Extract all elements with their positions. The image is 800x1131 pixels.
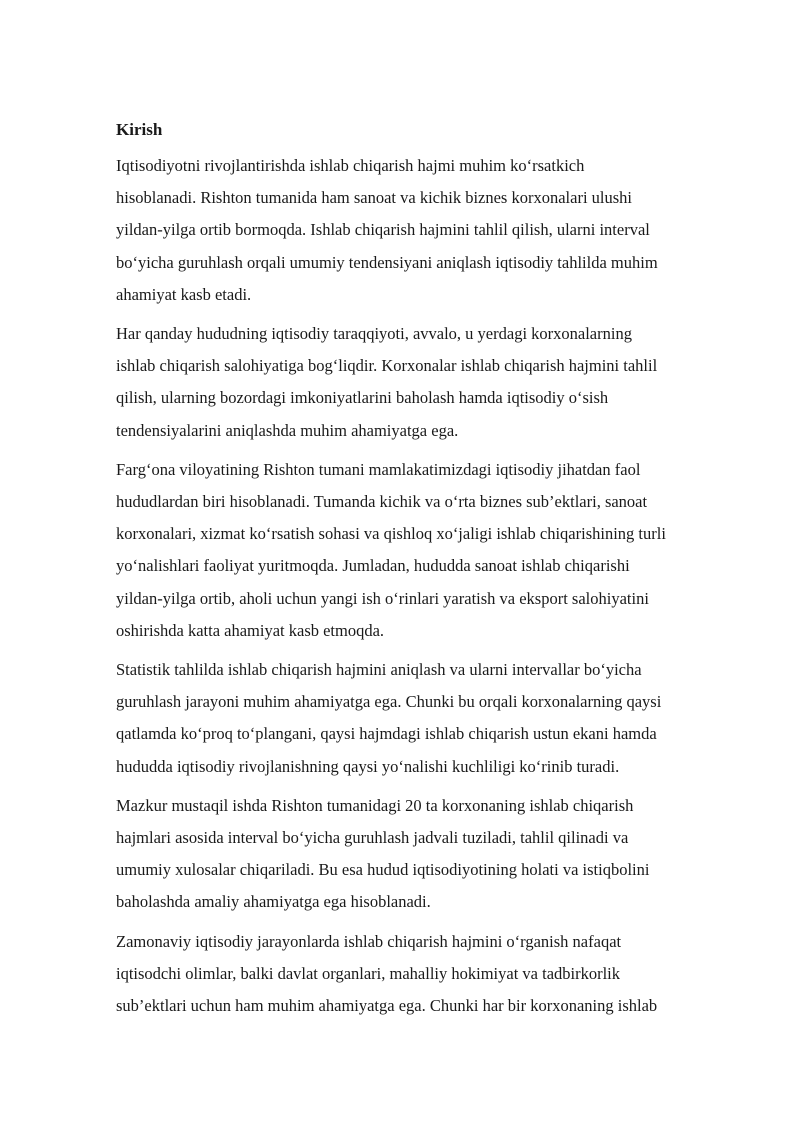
text-line: ahamiyat kasb etadi.: [116, 284, 252, 304]
text-line: hajmlari asosida interval bo‘yicha guruhlash jadvali tuziladi, tahlil qilinadi va: [116, 828, 629, 848]
text-line: Farg‘ona viloyatining Rishton tumani mamlakatimizdagi iqtisodiy jihatdan faol: [116, 459, 641, 479]
document-page: [116, 118, 744, 1029]
text-line: umumiy xulosalar chiqariladi. Bu esa hudud iqtisodiyotining holati va istiqbolini: [116, 860, 650, 880]
paragraph-2: [116, 318, 744, 447]
text-line: Iqtisodiyotni rivojlantirishda ishlab chiqarish hajmi muhim ko‘rsatkich: [116, 156, 585, 175]
paragraph-3: [116, 454, 744, 647]
text-line: hududda iqtisodiy rivojlanishning qaysi yo‘nalishi kuchliligi ko‘rinib turadi.: [116, 756, 620, 776]
text-line: oshirishda katta ahamiyat kasb etmoqda.: [116, 620, 385, 640]
text-line: Har qanday hududning iqtisodiy taraqqiyoti, avvalo, u yerdagi korxonalarning: [116, 324, 632, 344]
text-line: guruhlash jarayoni muhim ahamiyatga ega. Chunki bu orqali korxonalarning qaysi: [116, 692, 662, 712]
text-line: Mazkur mustaqil ishda Rishton tumanidagi 20 ta korxonaning ishlab chiqarish: [116, 795, 634, 815]
text-line: yildan-yilga ortib, aholi uchun yangi ish o‘rinlari yaratish va eksport salohiyatini: [116, 588, 649, 608]
text-line: Zamonaviy iqtisodiy jarayonlarda ishlab chiqarish hajmini o‘rganish nafaqat: [116, 931, 622, 951]
text-line: qilish, ularning bozordagi imkoniyatlarini baholash hamda iqtisodiy o‘sish: [116, 388, 609, 408]
paragraph-5: [116, 790, 744, 919]
text-line: yildan-yilga ortib bormoqda. Ishlab chiqarish hajmini tahlil qilish, ularni interval: [116, 220, 650, 240]
text-line: tendensiyalarini aniqlashda muhim ahamiyatga ega.: [116, 420, 459, 440]
paragraph-6: [116, 926, 744, 1023]
text-line: hisoblanadi. Rishton tumanida ham sanoat va kichik biznes korxonalari ulushi: [116, 188, 632, 208]
text-line: Statistik tahlilda ishlab chiqarish hajmini aniqlash va ularni intervallar bo‘yicha: [116, 660, 642, 680]
text-line: baholashda amaliy ahamiyatga ega hisoblanadi.: [116, 892, 431, 912]
text-line: sub’ektlari uchun ham muhim ahamiyatga ega. Chunki har bir korxonaning ishlab: [116, 996, 658, 1016]
text-line: bo‘yicha guruhlash orqali umumiy tendensiyani aniqlash iqtisodiy tahlilda muhim: [116, 252, 658, 272]
text-line: yo‘nalishlari faoliyat yuritmoqda. Jumladan, hududda sanoat ishlab chiqarishi: [116, 556, 630, 576]
text-line: qatlamda ko‘proq to‘plangani, qaysi hajmdagi ishlab chiqarish ustun ekani hamda: [116, 724, 657, 744]
section-heading: Kirish: [116, 120, 163, 139]
text-line: korxonalari, xizmat ko‘rsatish sohasi va qishloq xo‘jaligi ishlab chiqarishining turli: [116, 524, 666, 544]
text-line: ishlab chiqarish salohiyatiga bog‘liqdir. Korxonalar ishlab chiqarish hajmini tahlil: [116, 356, 658, 376]
text-line: hududlardan biri hisoblanadi. Tumanda kichik va o‘rta biznes sub’ektlari, sanoat: [116, 492, 648, 512]
paragraph-4: [116, 654, 744, 783]
paragraph-1: [116, 150, 744, 311]
text-line: iqtisodchi olimlar, balki davlat organlari, mahalliy hokimiyat va tadbirkorlik: [116, 963, 621, 983]
